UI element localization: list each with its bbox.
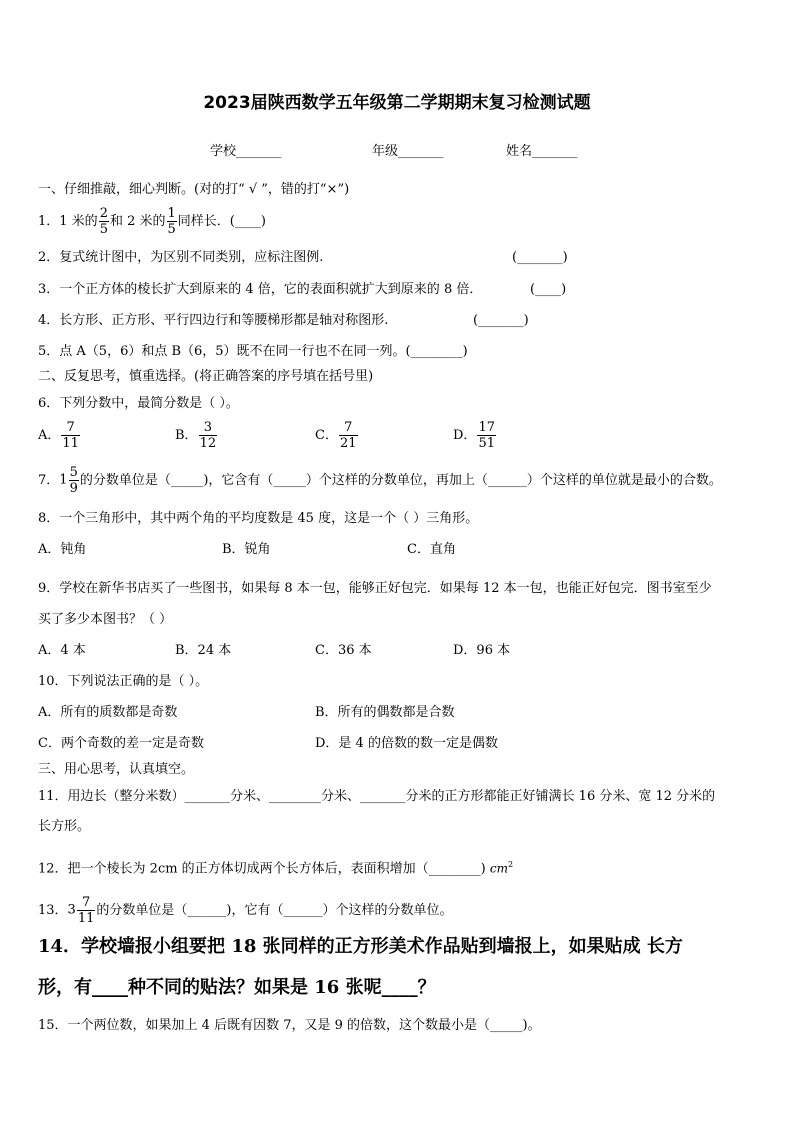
question-7: 7．1 $\frac{5}{9}$ 的分数单位是（_____)，它含有（_____）个这样的分数单位，再加上（______）个这样的单位就是最小的合数。 — [38, 465, 722, 496]
question-5: 5．点 A（5，6）和点 B（6，5）既不在同一行也不在同一列。(________) — [38, 344, 468, 359]
question-9-line-2: 买了多少本图书？（ ） — [38, 612, 173, 627]
question-10: 10．下列说法正确的是（ ）。 — [38, 674, 209, 689]
answer-blank: (____) — [530, 282, 567, 297]
question-13: 13．3 $\frac{7}{11}$ 的分数单位是（______)，它有（______）个这样的分数单位。 — [38, 895, 453, 926]
grade-field: 年级_______ — [372, 144, 444, 159]
page-title: 2023届陕西数学五年级第二学期期末复习检测试题 — [203, 93, 591, 113]
question-11-line-1: 11．用边长（整分米数）_______分米、________分米、_______分米的正方形都能正好铺满长 16 分米、宽 12 分米的 — [38, 789, 716, 804]
question-1 — [38, 206, 266, 237]
section-3-heading: 三、用心思考，认真填空。 — [38, 762, 195, 777]
question-15: 15．一个两位数，如果加上 4 后既有因数 7，又是 9 的倍数，这个数最小是（_____)。 — [38, 1018, 541, 1033]
option-b: B．所有的偶数都是合数 — [315, 705, 455, 720]
q1-mid: 和 2 米的 — [109, 214, 166, 229]
answer-blank: (_______) — [512, 250, 568, 265]
option-a: A． $\frac{7}{11}$ — [38, 420, 79, 451]
school-field: 学校_______ — [210, 144, 282, 159]
fraction: $\frac{2}{5}$ — [99, 206, 108, 237]
q1-suffix: 同样长．(____) — [177, 214, 266, 229]
option-b: B．锐角 — [222, 542, 271, 557]
option-c: C． $\frac{7}{21}$ — [315, 420, 357, 451]
question-6: 6．下列分数中，最简分数是（ ）。 — [38, 396, 239, 411]
option-d: D．是 4 的倍数的数一定是偶数 — [315, 736, 498, 751]
option-c: C．直角 — [407, 542, 456, 557]
option-a: A．钝角 — [38, 542, 87, 557]
option-c: C．两个奇数的差一定是奇数 — [38, 736, 204, 751]
answer-blank: (_______) — [473, 313, 529, 328]
question-14-line-1: 14．学校墙报小组要把 18 张同样的正方形美术作品贴到墙报上，如果贴成 长方 — [38, 936, 683, 957]
section-2-heading: 二、反复思考，慎重选择。(将正确答案的序号填在括号里) — [38, 369, 374, 384]
option-a: A．所有的质数都是奇数 — [38, 705, 178, 720]
option-b: B． $\frac{3}{12}$ — [175, 420, 217, 451]
question-11-line-2: 长方形。 — [38, 819, 91, 834]
option-d: D．96 本 — [453, 643, 511, 658]
question-4: 4．长方形、正方形、平行四边行和等腰梯形都是轴对称图形. — [38, 313, 389, 328]
question-12: 12．把一个棱长为 2cm 的正方体切成两个长方体后，表面积增加（________) $cm^2$ — [38, 860, 514, 877]
q1-prefix: 1．1 米的 — [38, 214, 98, 229]
option-a: A．4 本 — [38, 643, 86, 658]
option-c: C．36 本 — [315, 643, 372, 658]
fraction: $\frac{1}{5}$ — [167, 206, 176, 237]
option-d: D． $\frac{17}{51}$ — [453, 420, 495, 451]
question-9-line-1: 9．学校在新华书店买了一些图书，如果每 8 本一包，能够正好包完．如果每 12 本一包，也能正好包完．图书室至少 — [38, 581, 712, 596]
option-b: B．24 本 — [175, 643, 232, 658]
question-3: 3．一个正方体的棱长扩大到原来的 4 倍，它的表面积就扩大到原来的 8 倍． — [38, 282, 483, 297]
section-1-heading: 一、仔细推敲，细心判断。(对的打“ √ ”，错的打“×”) — [38, 182, 350, 197]
question-2: 2．复式统计图中，为区别不同类别，应标注图例. — [38, 250, 324, 265]
name-field: 姓名_______ — [506, 144, 578, 159]
question-14-line-2: 形，有____种不同的贴法？如果是 16 张呢____？ — [38, 977, 436, 998]
question-8: 8．一个三角形中，其中两个角的平均度数是 45 度，这是一个（ ）三角形。 — [38, 511, 479, 526]
